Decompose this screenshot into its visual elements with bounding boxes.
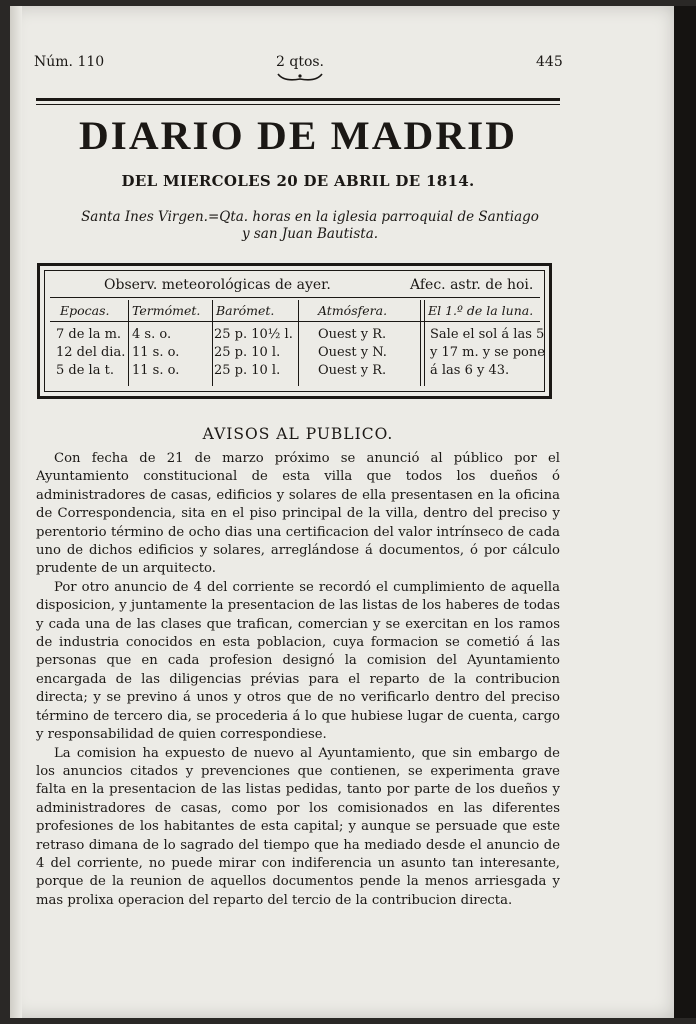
weather-col-divider <box>424 300 425 386</box>
weather-title: Observ. meteorológicas de ayer. <box>104 277 331 293</box>
col-atmosfera: Atmósfera. <box>318 303 388 318</box>
col-barometro: Barómet. <box>216 303 275 318</box>
luna-line-2: y 17 m. y se pone <box>430 345 545 360</box>
masthead-rule-top-thin <box>36 104 560 105</box>
saint-of-day-line1: Santa Ines Virgen.=Qta. horas en la iglesia parroquial de Santiago <box>81 209 539 225</box>
weather-header-rule <box>50 321 540 322</box>
paragraph: Por otro anuncio de 4 del corriente se recordó el cumplimiento de aquella disposicion, y juntamente la presentacion de las listas de los haberes de todas y cada una de las clases que trafican, comercian y se exercitan en los ramos de industria conocidos en esta poblacion, cuya formacion se cometió á las personas que en cada profesion designó la comision del Ayuntamiento encargada de las diligencias prévias para el reparto de la contribucion directa; y se previno á unos y otros que de no verificarlo dentro del preciso término de tercero dia, se procederia á lo que hubiese lugar de cuenta, cargo y responsabilidad de quien correspondiese. <box>36 579 560 743</box>
issue-date: DEL MIERCOLES 20 DE ABRIL DE 1814. <box>121 172 475 190</box>
weather-title-rule <box>50 297 540 298</box>
issue-number: Núm. 110 <box>34 54 105 70</box>
section-title: AVISOS AL PUBLICO. <box>202 425 394 443</box>
weather-row-2-atmos: Ouest y N. <box>318 345 387 360</box>
col-luna: El 1.º de la luna. <box>428 303 534 318</box>
col-termometro: Termómet. <box>132 303 201 318</box>
issue-price: 2 qtos. <box>276 54 325 70</box>
weather-row-1-epoca: 7 de la m. <box>56 327 122 342</box>
weather-row-3-atmos: Ouest y R. <box>318 363 387 378</box>
masthead-rule-top <box>36 98 560 101</box>
page-gutter-shadow <box>10 6 22 1018</box>
paragraph: Con fecha de 21 de marzo próximo se anunció al público por el Ayuntamiento constitucional de esta villa que todos los dueños ó administradores de casas, edificios y solares de ella presentasen en la oficina de Correspondencia, sita en el piso principal de la villa, dentro del preciso y perentorio término de ocho dias una certificacion del valor intrínseco de cada uno de dichos edificios y solares, arreglándose á documentos, ó por cálculo prudente de un arquitecto. <box>36 451 560 577</box>
weather-row-2-term: 11 s. o. <box>132 345 180 360</box>
paragraph: La comision ha expuesto de nuevo al Ayuntamiento, que sin embargo de los anuncios citados y prevenciones que contienen, se experimenta grave falta en la presentacion de las listas pedidas, tanto por parte de los dueños y administradores de casas, como por los comisionados en las diferentes profesiones de los habitantes de esta capital; y aunque se persuade que este retraso dimana de lo sagrado del tiempo que ha mediado desde el anuncio de 4 del corriente, no puede mirar con indiferencia un asunto tan interesante, porque de la reunion de aquellos documentos pende la menos arriesgada y mas prolixa operacion del reparto del tercio de la contribucion directa. <box>36 745 560 908</box>
weather-col-divider <box>212 300 213 386</box>
weather-row-3-epoca: 5 de la t. <box>56 363 114 378</box>
luna-line-3: á las 6 y 43. <box>430 363 510 378</box>
weather-row-2-barom: 25 p. 10 l. <box>214 345 281 360</box>
astro-title: Afec. astr. de hoi. <box>410 277 534 293</box>
weather-row-2-epoca: 12 del dia. <box>56 345 126 360</box>
weather-row-3-barom: 25 p. 10 l. <box>214 363 281 378</box>
weather-col-divider <box>298 300 299 386</box>
weather-row-1-atmos: Ouest y R. <box>318 327 387 342</box>
weather-row-3-term: 11 s. o. <box>132 363 180 378</box>
ornament-swash-icon <box>274 70 326 84</box>
saint-of-day-line2: y san Juan Bautista. <box>241 226 379 242</box>
article-body <box>36 450 560 910</box>
weather-row-1-term: 4 s. o. <box>132 327 172 342</box>
weather-col-divider <box>420 300 421 386</box>
luna-line-1: Sale el sol á las 5 <box>430 327 545 342</box>
masthead-title: DIARIO DE MADRID <box>78 113 518 158</box>
weather-col-divider <box>128 300 129 386</box>
scan-border <box>674 6 696 1018</box>
weather-row-1-barom: 25 p. 10½ l. <box>214 327 293 342</box>
col-epocas: Epocas. <box>60 303 110 318</box>
page-number: 445 <box>536 54 563 70</box>
